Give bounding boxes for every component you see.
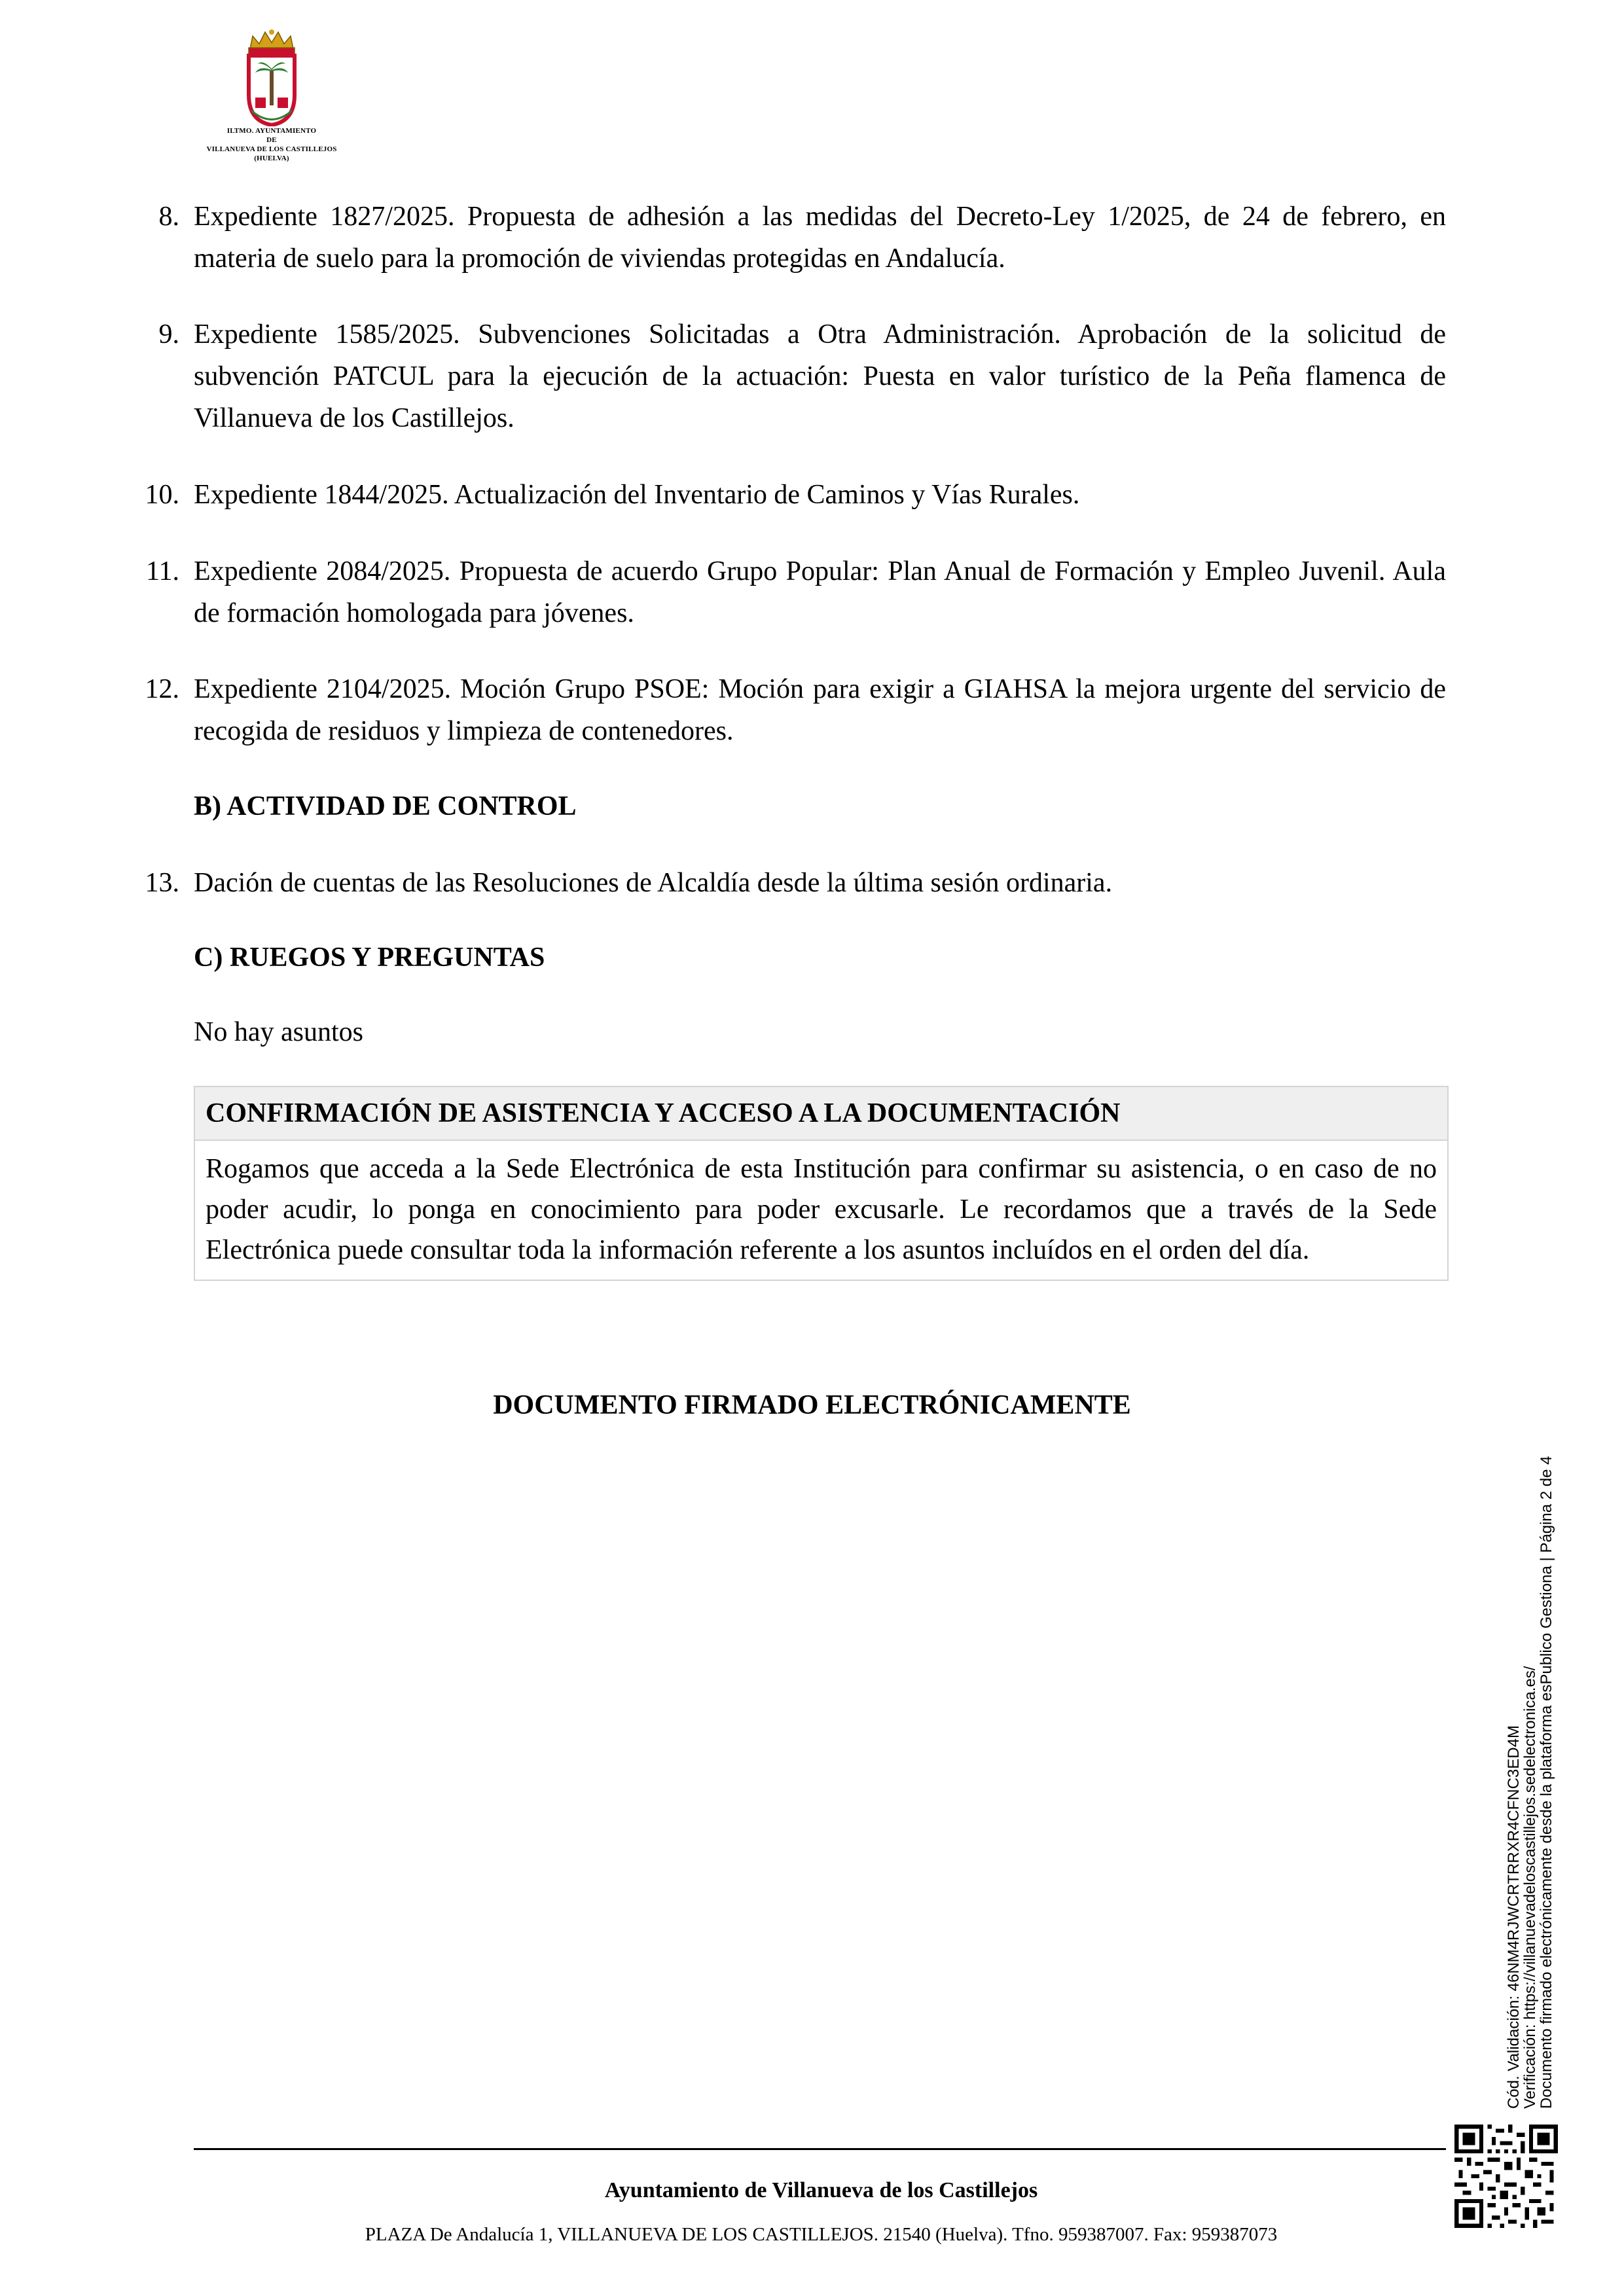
confirmation-box [194, 1086, 1449, 1281]
agenda-item-10 [145, 474, 1446, 516]
signed-label: DOCUMENTO FIRMADO ELECTRÓNICAMENTE [493, 1390, 1131, 1420]
footer-institution-name: Ayuntamiento de Villanueva de los Castillejos [604, 2178, 1038, 2202]
item-number: 9. [158, 319, 179, 350]
logo-line: ILTMO. AYUNTAMIENTO [226, 127, 317, 135]
item-text: Expediente 2084/2025. Propuesta de acuerdo Grupo Popular: Plan Anual de Formación y Empleo Juvenil. Aula de formación homologada para jóvenes. [194, 556, 1446, 628]
item-number: 13. [145, 868, 179, 898]
agenda-item-12 [145, 668, 1446, 752]
coat-of-arms-icon [244, 29, 300, 126]
section-b-heading: B) ACTIVIDAD DE CONTROL [194, 791, 577, 821]
verification-url[interactable]: Verificación: https://villanuevadeloscastillejos.sedelectronica.es/ [1521, 1666, 1539, 2109]
item-text: Expediente 1844/2025. Actualización del Inventario de Caminos y Vías Rurales. [194, 480, 1080, 510]
item-number: 8. [158, 202, 179, 232]
confirmation-title: CONFIRMACIÓN DE ASISTENCIA Y ACCESO A LA DOCUMENTACIÓN [195, 1087, 1447, 1141]
agenda-item-8 [158, 196, 1446, 279]
logo-caption [196, 126, 347, 163]
agenda-item-11 [146, 550, 1446, 634]
section-c-heading: C) RUEGOS Y PREGUNTAS [194, 942, 545, 973]
validation-code: Cód. Validación: 46NM4RJWCRTRRXR4CFNC3ED4M [1505, 1725, 1523, 2109]
confirmation-body: Rogamos que acceda a la Sede Electrónica de esta Institución para confirmar su asistencia, o en caso de no poder acudir, lo ponga en conocimiento para poder excusarle. Le recordamos que a través de la Sede Electrónica puede consultar toda la información referente a los asuntos incluídos en el orden del día. [206, 1154, 1437, 1265]
item-number: 12. [145, 674, 179, 704]
item-number: 11. [146, 556, 179, 586]
footer-divider [194, 2148, 1446, 2150]
item-text: Expediente 2104/2025. Moción Grupo PSOE: Moción para exigir a GIAHSA la mejora urgente del servicio de recogida de residuos y limpieza de contenedores. [194, 674, 1446, 746]
logo-line: (HUELVA) [254, 154, 289, 162]
item-text: Expediente 1585/2025. Subvenciones Solicitadas a Otra Administración. Aprobación de la solicitud de subvención PATCUL para la ejecución de la actuación: Puesta en valor turístico de la Peña flamenca de Villanueva de los Castillejos. [194, 319, 1446, 433]
coat-of-arms-logo [196, 29, 347, 163]
agenda-item-9 [158, 314, 1446, 439]
agenda-item-13 [145, 862, 1446, 904]
section-c-text: No hay asuntos [194, 1017, 363, 1047]
item-text: Expediente 1827/2025. Propuesta de adhesión a las medidas del Decreto-Ley 1/2025, de 24 de febrero, en materia de suelo para la promoción de viviendas protegidas en Andalucía. [194, 202, 1446, 274]
validation-side-text [1506, 1422, 1555, 2109]
logo-line: VILLANUEVA DE LOS CASTILLEJOS [206, 145, 337, 153]
footer-address: PLAZA De Andalucía 1, VILLANUEVA DE LOS CASTILLEJOS. 21540 (Huelva). Tfno. 959387007. Fax: 959387073 [365, 2224, 1278, 2245]
logo-line: DE [266, 136, 277, 144]
item-number: 10. [145, 480, 179, 510]
item-text: Dación de cuentas de las Resoluciones de Alcaldía desde la última sesión ordinaria. [194, 868, 1113, 898]
signature-platform-note: Documento firmado electrónicamente desde la plataforma esPublico Gestiona | Página 2 de 4 [1538, 1456, 1555, 2109]
